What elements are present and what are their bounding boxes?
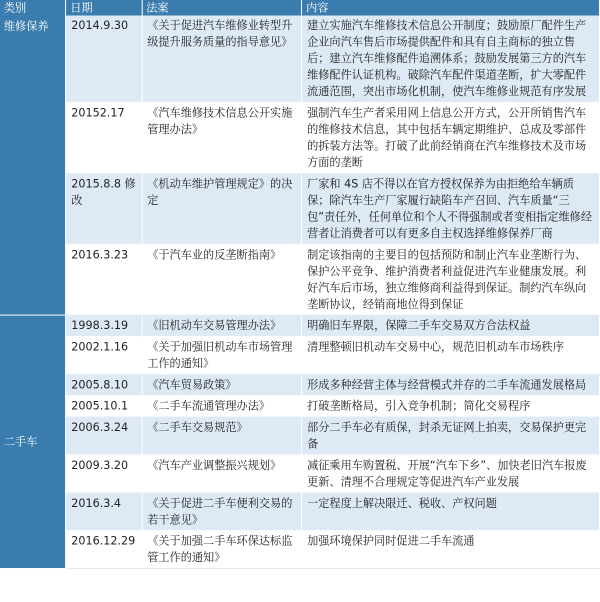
content-cell: 制定该指南的主要目的包括预防和制止汽车业垄断行为、保护公平竞争、维护消费者利益促进汽车业健康发展。利好汽车后市场，独立维修商利益得到保证。制约汽车纵向垄断协议，经销商地位得到保证 [302,244,600,315]
date-cell: 2005.8.10 [66,374,142,395]
law-cell: 《关于加强旧机动车市场管理工作的通知》 [142,336,302,374]
header-row [0,0,600,16]
date-cell: 2016.3.23 [66,244,142,315]
table-row [0,102,600,173]
table-row [0,374,600,395]
law-cell: 《旧机动车交易管理办法》 [142,315,302,336]
table-row [0,173,600,244]
table-row [0,455,600,493]
date-cell: 1998.3.19 [66,315,142,336]
content-cell: 一定程度上解决限迁、税收、产权问题 [302,493,600,531]
content-cell: 强制汽车生产者采用网上信息公开方式，公开所销售汽车的维修技术信息，其中包括车辆定期维护、总成及零部件的拆装方法等。打破了此前经销商在汽车维修技术及市场方面的垄断 [302,102,600,173]
table-row [0,417,600,455]
table-row [0,244,600,315]
date-cell: 2016.3.4 [66,493,142,531]
content-cell: 清理整顿旧机动车交易中心，规范旧机动车市场秩序 [302,336,600,374]
header-date: 日期 [66,0,142,16]
content-cell: 打破垄断格局，引入竞争机制；简化交易程序 [302,396,600,417]
date-cell: 2015.8.8 修改 [66,173,142,244]
content-cell: 厂家和 4S 店不得以在官方授权保养为由拒绝给车辆质保；除汽车生产厂家履行缺陷车产召回、汽车质量“三包”责任外，任何单位和个人不得强制或者变相指定维修经营者让消费者可以有更多自主权选择维修保养厂商 [302,173,600,244]
law-cell: 《汽车贸易政策》 [142,374,302,395]
table-row [0,493,600,531]
header-law: 法案 [142,0,302,16]
table-row [0,315,600,336]
category-cell: 二手车 [0,315,66,568]
table-row [0,336,600,374]
law-cell: 《汽车维修技术信息公开实施管理办法》 [142,102,302,173]
date-cell: 2002.1.16 [66,336,142,374]
content-cell: 明确旧车界限，保障二手车交易双方合法权益 [302,315,600,336]
content-cell: 形成多种经营主体与经营模式并存的二手车流通发展格局 [302,374,600,395]
law-cell: 《于汽车业的反垄断指南》 [142,244,302,315]
table-row [0,531,600,569]
law-cell: 《关于促进二手车便利交易的若干意见》 [142,493,302,531]
law-cell: 《汽车产业调整振兴规划》 [142,455,302,493]
date-cell: 20152.17 [66,102,142,173]
law-cell: 《关于促进汽车维修业转型升级提升服务质量的指导意见》 [142,16,302,103]
table-body [0,16,600,569]
table-row [0,396,600,417]
table-row [0,16,600,103]
law-cell: 《关于加强二手车环保达标监管工作的通知》 [142,531,302,569]
law-cell: 《二手车流通管理办法》 [142,396,302,417]
date-cell: 2014.9.30 [66,16,142,103]
date-cell: 2016.12.29 [66,531,142,569]
header-category: 类别 [0,0,66,16]
content-cell: 部分二手车必有质保，封杀无证网上拍卖，交易保护更完备 [302,417,600,455]
law-cell: 《机动车维护管理规定》的决定 [142,173,302,244]
content-cell: 加强环境保护同时促进二手车流通 [302,531,600,569]
law-cell: 《二手车交易规范》 [142,417,302,455]
date-cell: 2005.10.1 [66,396,142,417]
content-cell: 减征乘用车购置税、开展“汽车下乡”、加快老旧汽车报废更新、清理不合理规定等促进汽车产业发展 [302,455,600,493]
header-content: 内容 [302,0,600,16]
category-cell: 维修保养 [0,16,66,316]
date-cell: 2006.3.24 [66,417,142,455]
date-cell: 2009.3.20 [66,455,142,493]
content-cell: 建立实施汽车维修技术信息公开制度；鼓励原厂配件生产企业向汽车售后市场提供配件和具有自主商标的独立售后；建立汽车维修配件追溯体系；鼓励发展第三方的汽车维修配件认证机构。破除汽车配件渠道垄断，扩大零配件流通范围，突出市场化机制，使汽车维修业规范有序发展 [302,16,600,103]
